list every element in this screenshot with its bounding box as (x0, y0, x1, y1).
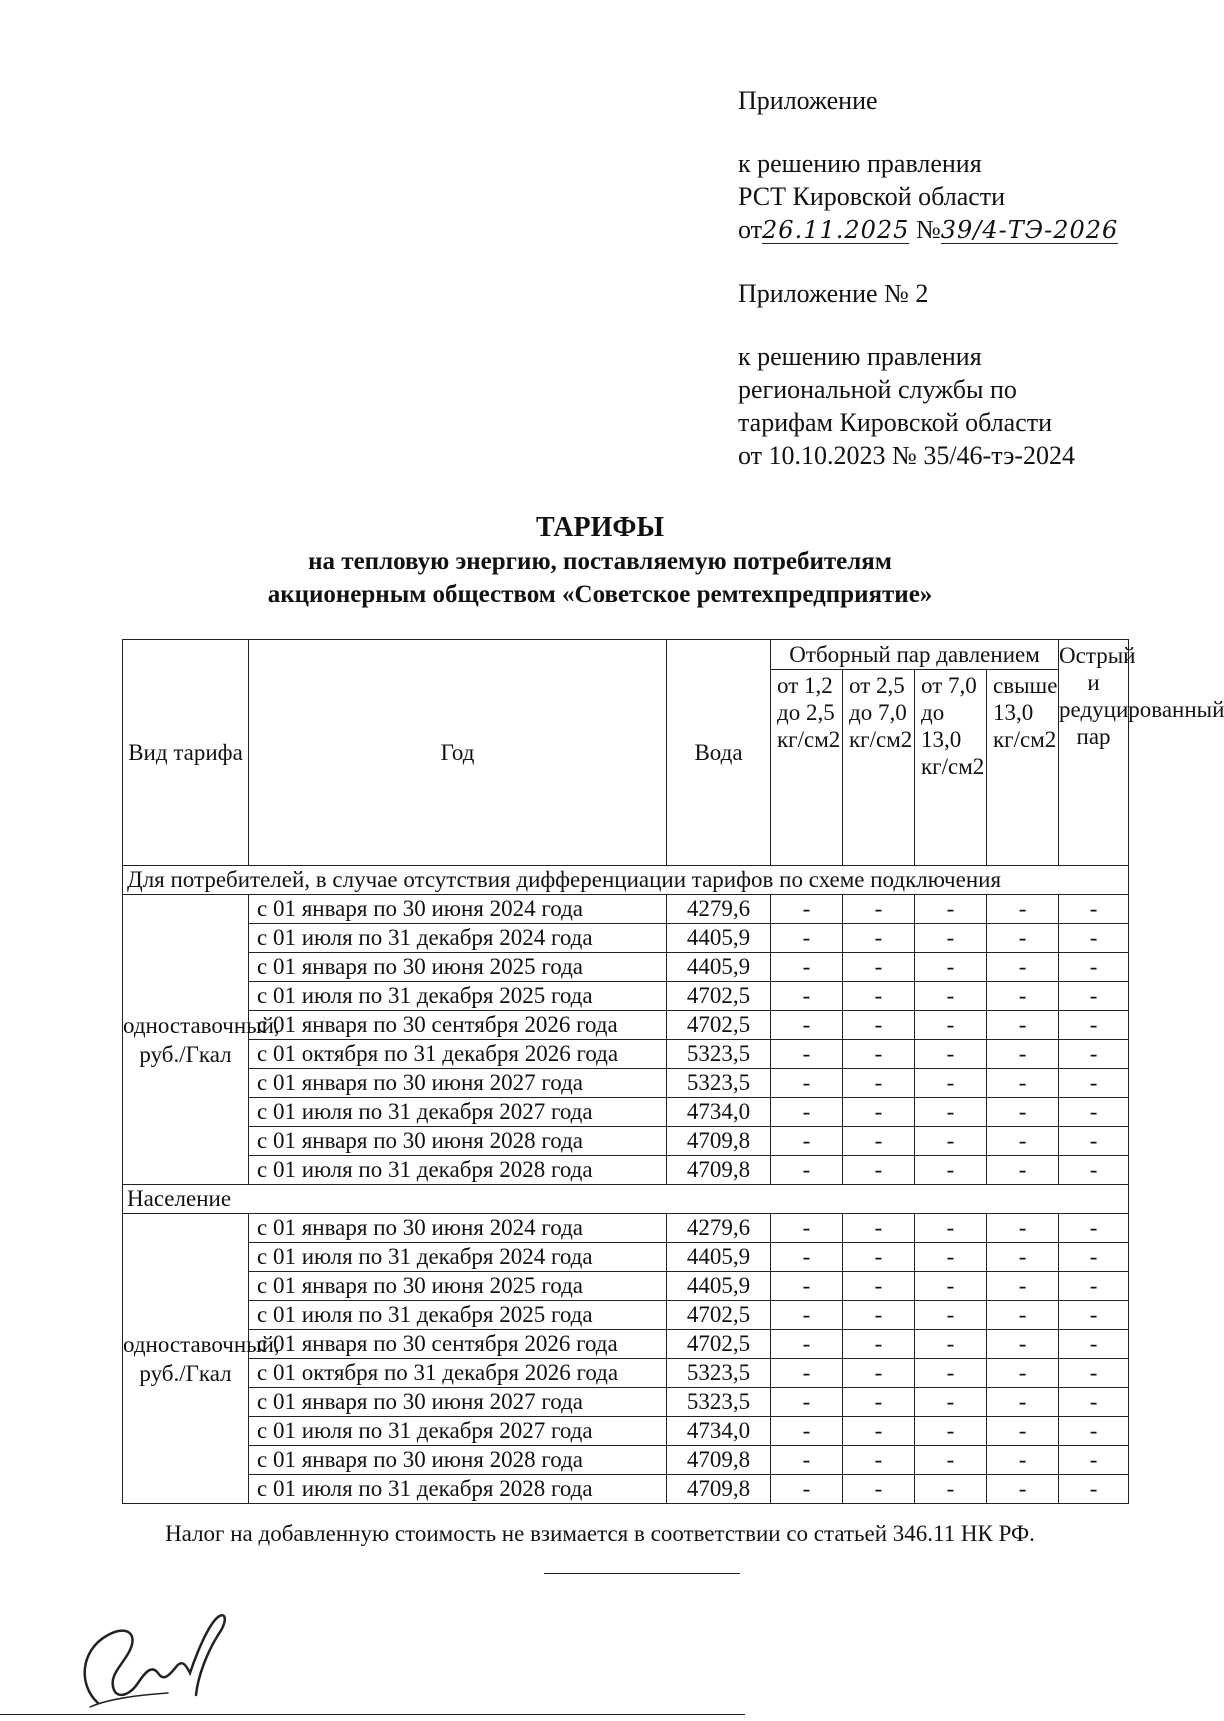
original-decision-line: к решению правления (738, 342, 982, 371)
number-prefix: № (915, 215, 941, 244)
steam-tariff-cell: - (771, 1156, 843, 1185)
section-title: Для потребителей, в случае отсутствия дифференциации тарифов по схеме подключения (123, 866, 1129, 895)
table-row (123, 1272, 1129, 1301)
water-tariff-cell: 4702,5 (667, 1301, 771, 1330)
water-tariff-cell: 4709,8 (667, 1475, 771, 1504)
table-row (123, 1330, 1129, 1359)
steam-tariff-cell: - (1059, 924, 1129, 953)
steam-tariff-cell: - (987, 1098, 1059, 1127)
steam-tariff-cell: - (987, 1243, 1059, 1272)
steam-tariff-cell: - (915, 1417, 987, 1446)
steam-tariff-cell: - (987, 924, 1059, 953)
steam-tariff-cell: - (843, 1011, 915, 1040)
steam-tariff-cell: - (771, 1446, 843, 1475)
water-tariff-cell: 4279,6 (667, 895, 771, 924)
steam-tariff-cell: - (987, 1475, 1059, 1504)
table-row (123, 1214, 1129, 1243)
water-tariff-cell: 4405,9 (667, 1272, 771, 1301)
table-row (123, 1098, 1129, 1127)
water-tariff-cell: 4709,8 (667, 1156, 771, 1185)
handwritten-number: 39/4-ТЭ-2026 (940, 216, 1119, 244)
steam-tariff-cell: - (1059, 1272, 1129, 1301)
original-authority-line-2: тарифам Кировской области (738, 408, 1053, 437)
header-sharp-steam: Острый и редуцированный пар (1059, 640, 1129, 866)
separator-rule (544, 1573, 740, 1574)
period-cell: с 01 января по 30 июня 2024 года (249, 1214, 667, 1243)
steam-tariff-cell: - (1059, 895, 1129, 924)
steam-tariff-cell: - (843, 1417, 915, 1446)
water-tariff-cell: 4734,0 (667, 1417, 771, 1446)
steam-tariff-cell: - (843, 924, 915, 953)
steam-tariff-cell: - (915, 1098, 987, 1127)
steam-tariff-cell: - (843, 1098, 915, 1127)
water-tariff-cell: 4405,9 (667, 953, 771, 982)
steam-tariff-cell: - (1059, 1388, 1129, 1417)
steam-tariff-cell: - (771, 895, 843, 924)
steam-tariff-cell: - (843, 1243, 915, 1272)
period-cell: с 01 января по 30 июня 2025 года (249, 953, 667, 982)
header-steam-7-13: от 7,0 до 13,0 кг/см2 (915, 670, 987, 866)
steam-tariff-cell: - (1059, 982, 1129, 1011)
bottom-rule (0, 1714, 745, 1715)
steam-tariff-cell: - (1059, 1069, 1129, 1098)
header-tariff-type: Вид тарифа (123, 640, 249, 866)
water-tariff-cell: 4709,8 (667, 1446, 771, 1475)
steam-tariff-cell: - (771, 1127, 843, 1156)
steam-tariff-cell: - (843, 895, 915, 924)
steam-tariff-cell: - (771, 1040, 843, 1069)
water-tariff-cell: 4279,6 (667, 1214, 771, 1243)
steam-tariff-cell: - (1059, 1156, 1129, 1185)
tariff-type-cell: одноставочный, руб./Гкал (123, 1214, 249, 1504)
table-row (123, 1301, 1129, 1330)
steam-tariff-cell: - (1059, 1446, 1129, 1475)
water-tariff-cell: 4702,5 (667, 982, 771, 1011)
steam-tariff-cell: - (915, 1272, 987, 1301)
steam-tariff-cell: - (1059, 1127, 1129, 1156)
steam-tariff-cell: - (987, 1127, 1059, 1156)
steam-tariff-cell: - (987, 953, 1059, 982)
steam-tariff-cell: - (843, 1214, 915, 1243)
document-subtitle-1: на тепловую энергию, поставляемую потребителям (308, 548, 892, 575)
period-cell: с 01 января по 30 июня 2024 года (249, 895, 667, 924)
steam-tariff-cell: - (915, 1127, 987, 1156)
period-cell: с 01 октября по 31 декабря 2026 года (249, 1359, 667, 1388)
steam-tariff-cell: - (1059, 1417, 1129, 1446)
period-cell: с 01 июля по 31 декабря 2025 года (249, 982, 667, 1011)
period-cell: с 01 января по 30 сентября 2026 года (249, 1011, 667, 1040)
steam-tariff-cell: - (771, 1330, 843, 1359)
section-row (123, 866, 1129, 895)
header-steam-above-13: свыше 13,0 кг/см2 (987, 670, 1059, 866)
header-water: Вода (667, 640, 771, 866)
steam-tariff-cell: - (915, 953, 987, 982)
steam-tariff-cell: - (1059, 1243, 1129, 1272)
steam-tariff-cell: - (915, 1388, 987, 1417)
steam-tariff-cell: - (987, 1040, 1059, 1069)
steam-tariff-cell: - (843, 1359, 915, 1388)
steam-tariff-cell: - (987, 1156, 1059, 1185)
decision-date-number (738, 213, 1178, 247)
header-steam-2.5-7: от 2,5 до 7,0 кг/см2 (843, 670, 915, 866)
original-decision-date: от 10.10.2023 № 35/46-тэ-2024 (738, 441, 1076, 470)
handwritten-date: 26.11.2025 (762, 216, 910, 244)
steam-tariff-cell: - (771, 1417, 843, 1446)
steam-tariff-cell: - (915, 1069, 987, 1098)
steam-tariff-cell: - (915, 1330, 987, 1359)
steam-tariff-cell: - (915, 1446, 987, 1475)
steam-tariff-cell: - (771, 1098, 843, 1127)
steam-tariff-cell: - (843, 1330, 915, 1359)
steam-tariff-cell: - (915, 1214, 987, 1243)
period-cell: с 01 июля по 31 декабря 2027 года (249, 1417, 667, 1446)
steam-tariff-cell: - (915, 1475, 987, 1504)
steam-tariff-cell: - (1059, 1040, 1129, 1069)
steam-tariff-cell: - (915, 1301, 987, 1330)
period-cell: с 01 января по 30 июня 2027 года (249, 1069, 667, 1098)
steam-tariff-cell: - (987, 1417, 1059, 1446)
header-year: Год (249, 640, 667, 866)
steam-tariff-cell: - (987, 1446, 1059, 1475)
water-tariff-cell: 5323,5 (667, 1040, 771, 1069)
vat-note: Налог на добавленную стоимость не взимается в соответствии со статьей 346.11 НК РФ. (165, 1521, 1035, 1546)
steam-tariff-cell: - (1059, 1214, 1129, 1243)
steam-tariff-cell: - (771, 1243, 843, 1272)
water-tariff-cell: 4734,0 (667, 1098, 771, 1127)
steam-tariff-cell: - (915, 1156, 987, 1185)
steam-tariff-cell: - (915, 924, 987, 953)
steam-tariff-cell: - (771, 1475, 843, 1504)
steam-tariff-cell: - (987, 1388, 1059, 1417)
period-cell: с 01 января по 30 июня 2028 года (249, 1446, 667, 1475)
water-tariff-cell: 4702,5 (667, 1330, 771, 1359)
steam-tariff-cell: - (1059, 953, 1129, 982)
steam-tariff-cell: - (1059, 1359, 1129, 1388)
table-row (123, 1011, 1129, 1040)
section-title: Население (123, 1185, 1129, 1214)
steam-tariff-cell: - (843, 1272, 915, 1301)
steam-tariff-cell: - (771, 1214, 843, 1243)
water-tariff-cell: 4405,9 (667, 924, 771, 953)
original-authority-line-1: региональной службы по (738, 375, 1017, 404)
appendix-label: Приложение (738, 86, 878, 115)
decision-line: к решению правления (738, 149, 982, 178)
table-row (123, 1040, 1129, 1069)
steam-tariff-cell: - (843, 1446, 915, 1475)
steam-tariff-cell: - (915, 1040, 987, 1069)
steam-tariff-cell: - (1059, 1330, 1129, 1359)
water-tariff-cell: 5323,5 (667, 1069, 771, 1098)
header-steam-group: Отборный пар давлением (771, 640, 1059, 670)
steam-tariff-cell: - (771, 1011, 843, 1040)
water-tariff-cell: 4702,5 (667, 1011, 771, 1040)
table-row (123, 1388, 1129, 1417)
period-cell: с 01 января по 30 июня 2025 года (249, 1272, 667, 1301)
period-cell: с 01 января по 30 июня 2027 года (249, 1388, 667, 1417)
steam-tariff-cell: - (1059, 1301, 1129, 1330)
water-tariff-cell: 4709,8 (667, 1127, 771, 1156)
steam-tariff-cell: - (987, 982, 1059, 1011)
steam-tariff-cell: - (843, 1040, 915, 1069)
steam-tariff-cell: - (843, 1388, 915, 1417)
period-cell: с 01 июля по 31 декабря 2025 года (249, 1301, 667, 1330)
steam-tariff-cell: - (843, 1069, 915, 1098)
steam-tariff-cell: - (843, 1475, 915, 1504)
steam-tariff-cell: - (843, 982, 915, 1011)
steam-tariff-cell: - (771, 1069, 843, 1098)
water-tariff-cell: 4405,9 (667, 1243, 771, 1272)
steam-tariff-cell: - (771, 982, 843, 1011)
steam-tariff-cell: - (771, 953, 843, 982)
steam-tariff-cell: - (843, 953, 915, 982)
steam-tariff-cell: - (843, 1156, 915, 1185)
table-row (123, 1417, 1129, 1446)
document-subtitle-2: акционерным обществом «Советское ремтехпредприятие» (267, 581, 933, 608)
water-tariff-cell: 5323,5 (667, 1359, 771, 1388)
header-steam-1-2.5: от 1,2 до 2,5 кг/см2 (771, 670, 843, 866)
steam-tariff-cell: - (987, 1272, 1059, 1301)
period-cell: с 01 июля по 31 декабря 2024 года (249, 1243, 667, 1272)
table-row (123, 1156, 1129, 1185)
table-row (123, 1127, 1129, 1156)
steam-tariff-cell: - (987, 1301, 1059, 1330)
steam-tariff-cell: - (843, 1301, 915, 1330)
signature (68, 1595, 258, 1715)
steam-tariff-cell: - (771, 1272, 843, 1301)
table-row (123, 895, 1129, 924)
table-row (123, 1446, 1129, 1475)
steam-tariff-cell: - (771, 1359, 843, 1388)
steam-tariff-cell: - (771, 1301, 843, 1330)
table-row (123, 953, 1129, 982)
table-row (123, 1475, 1129, 1504)
appendix-2-label: Приложение № 2 (738, 279, 929, 308)
steam-tariff-cell: - (915, 895, 987, 924)
steam-tariff-cell: - (915, 1243, 987, 1272)
tariff-type-cell: одноставочный, руб./Гкал (123, 895, 249, 1185)
steam-tariff-cell: - (987, 1069, 1059, 1098)
steam-tariff-cell: - (915, 982, 987, 1011)
water-tariff-cell: 5323,5 (667, 1388, 771, 1417)
table-row (123, 1069, 1129, 1098)
period-cell: с 01 июля по 31 декабря 2024 года (249, 924, 667, 953)
steam-tariff-cell: - (771, 1388, 843, 1417)
steam-tariff-cell: - (1059, 1011, 1129, 1040)
table-row (123, 982, 1129, 1011)
steam-tariff-cell: - (915, 1359, 987, 1388)
authority-line: РСТ Кировской области (738, 182, 1006, 211)
period-cell: с 01 октября по 31 декабря 2026 года (249, 1040, 667, 1069)
steam-tariff-cell: - (987, 1011, 1059, 1040)
tariff-table (122, 639, 1224, 1504)
steam-tariff-cell: - (987, 1330, 1059, 1359)
steam-tariff-cell: - (987, 895, 1059, 924)
period-cell: с 01 июля по 31 декабря 2028 года (249, 1475, 667, 1504)
table-row (123, 1359, 1129, 1388)
steam-tariff-cell: - (771, 924, 843, 953)
section-row (123, 1185, 1129, 1214)
steam-tariff-cell: - (1059, 1098, 1129, 1127)
steam-tariff-cell: - (1059, 1475, 1129, 1504)
table-row (123, 924, 1129, 953)
period-cell: с 01 июля по 31 декабря 2027 года (249, 1098, 667, 1127)
from-prefix: от (738, 215, 763, 244)
period-cell: с 01 июля по 31 декабря 2028 года (249, 1156, 667, 1185)
steam-tariff-cell: - (843, 1127, 915, 1156)
document-title: ТАРИФЫ (536, 512, 664, 543)
steam-tariff-cell: - (915, 1011, 987, 1040)
appendix-block (738, 84, 1178, 472)
period-cell: с 01 января по 30 июня 2028 года (249, 1127, 667, 1156)
period-cell: с 01 января по 30 сентября 2026 года (249, 1330, 667, 1359)
table-row (123, 1243, 1129, 1272)
steam-tariff-cell: - (987, 1214, 1059, 1243)
steam-tariff-cell: - (987, 1359, 1059, 1388)
